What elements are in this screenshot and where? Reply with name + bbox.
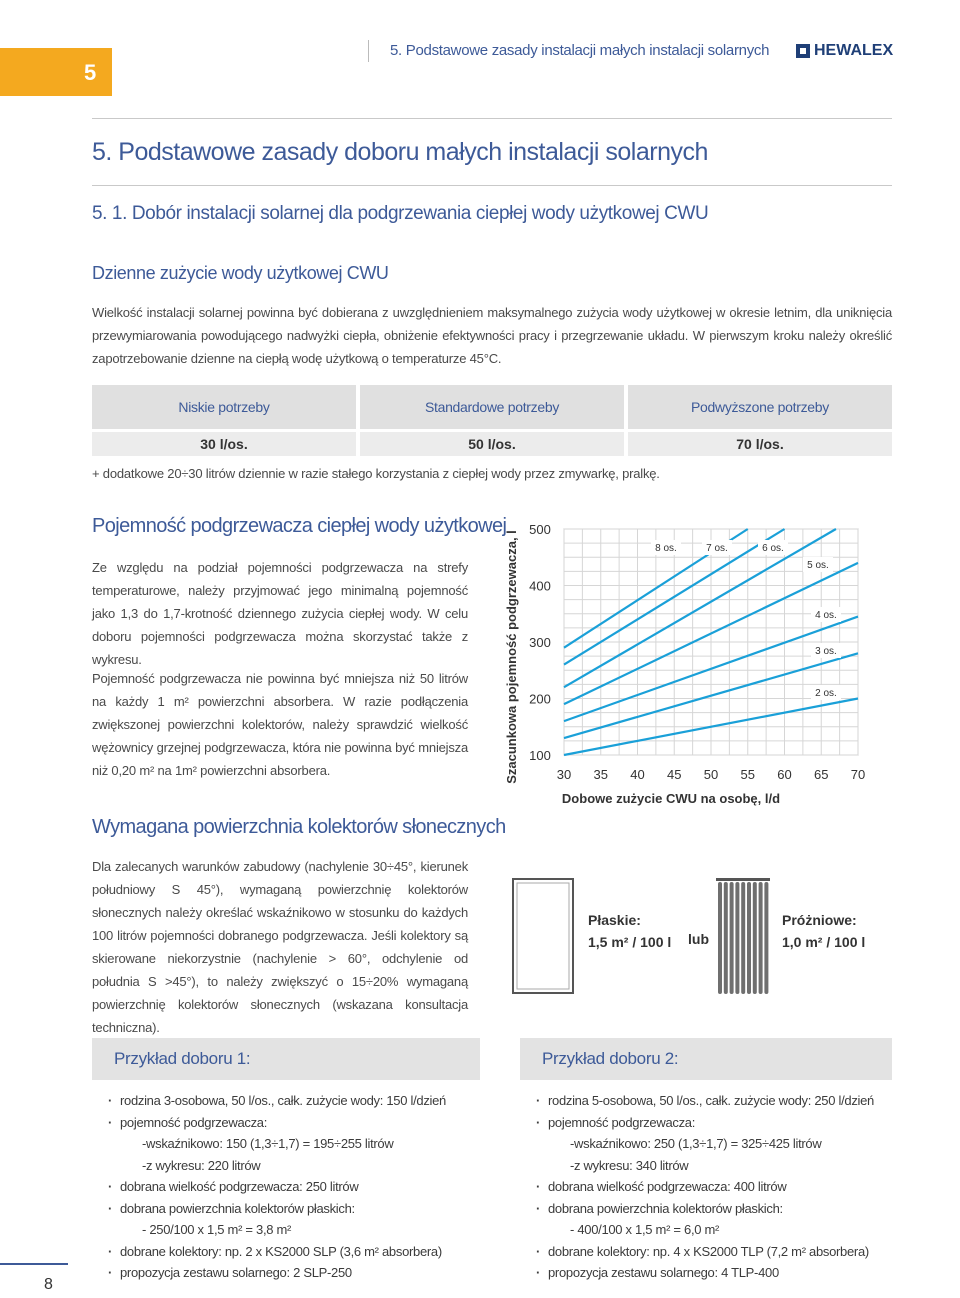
divider bbox=[92, 118, 892, 119]
y-tick-label: 300 bbox=[529, 635, 551, 650]
daily-usage-heading: Dzienne zużycie wody użytkowej CWU bbox=[92, 263, 389, 283]
example-sub-item: - 250/100 x 1,5 m² = 3,8 m² bbox=[142, 1222, 292, 1237]
x-tick-label: 50 bbox=[703, 767, 719, 782]
section-subtitle: 5. 1. Dobór instalacji solarnej dla podgrzewania ciepłej wody użytkowej CWU bbox=[92, 203, 709, 224]
example-sub-item: -z wykresu: 340 litrów bbox=[570, 1157, 689, 1173]
needs-note: + dodatkowe 20÷30 litrów dziennie w razie stałego korzystania z ciepłej wody przez zmywarkę, pralkę. bbox=[92, 466, 660, 481]
example-sub-item: - 400/100 x 1,5 m² = 6,0 m² bbox=[570, 1222, 720, 1237]
y-tick-label: 500 bbox=[529, 522, 551, 537]
example-item: · rodzina 5-osobowa, 50 l/os., całk. zużycie wody: 250 l/dzień bbox=[534, 1090, 892, 1112]
vacuum-collector-icon bbox=[716, 878, 770, 996]
series-label: 5 os. bbox=[807, 560, 829, 571]
example-item: · dobrana wielkość podgrzewacza: 400 litrów bbox=[534, 1176, 892, 1198]
tank-capacity-chart bbox=[496, 515, 876, 815]
collectors-paragraph: Dla zalecanych warunków zabudowy (nachylenie 30÷45°, kierunek południowy S 45°), wymaganą powierzchnię kolektorów słonecznych należy określać wskaźnikowo w stosunku do każdych 100 litrów pojemności dobranego podgrzewacza. Jeśli kolektory są skierowane niekorzystnie (nachylenie > 60°, odchylenie od południa S >45°), to należy zwiększyć o 15÷20% wymaganą powierzchnię kolektorów słonecznych (wskazana konsultacja techniczna). bbox=[92, 859, 468, 1035]
needs-standard bbox=[360, 385, 624, 456]
series-label: 7 os. bbox=[706, 543, 728, 554]
example-sub-item: -wskaźnikowo: 250 (1,3÷1,7) = 325÷425 litrów bbox=[570, 1136, 822, 1151]
y-tick-label: 100 bbox=[529, 748, 551, 763]
vacuum-tube bbox=[747, 882, 751, 994]
needs-value: 50 l/os. bbox=[360, 432, 624, 456]
flat-collector-value: 1,5 m² / 100 l bbox=[588, 934, 672, 950]
page-number: 8 bbox=[44, 1276, 53, 1293]
example-item: · dobrane kolektory: np. 2 x KS2000 SLP (3,6 m² absorbera) bbox=[106, 1241, 480, 1263]
x-tick-label: 45 bbox=[667, 767, 682, 782]
example-item: · dobrana powierzchnia kolektorów płaskich: bbox=[106, 1198, 480, 1220]
needs-value: 70 l/os. bbox=[628, 432, 892, 456]
example-item: · pojemność podgrzewacza: bbox=[534, 1112, 892, 1134]
series-label: 4 os. bbox=[815, 610, 837, 621]
needs-label: Niskie potrzeby bbox=[92, 385, 356, 429]
page-number-line bbox=[0, 1263, 68, 1265]
needs-table bbox=[92, 385, 892, 455]
logo-mark-icon bbox=[796, 44, 810, 58]
example-item: · propozycja zestawu solarnego: 4 TLP-400 bbox=[534, 1262, 892, 1284]
x-tick-label: 30 bbox=[556, 767, 572, 782]
tank-paragraph-1: Ze względu na podział pojemności podgrzewacza na strefy temperaturowe, należy przyjmować jego minimalną pojemność jako 1,3 do 1,7-krotność dziennego zużycia ciepłej wody. W celu doboru pojemności podgrzewacza można skorzystać także z wykresu. bbox=[92, 560, 468, 667]
x-tick-label: 40 bbox=[630, 767, 645, 782]
divider bbox=[92, 185, 892, 186]
x-tick-label: 55 bbox=[740, 767, 755, 782]
example-title: Przykład doboru 1: bbox=[92, 1038, 480, 1080]
vacuum-tube bbox=[759, 882, 763, 994]
example-item: · dobrane kolektory: np. 4 x KS2000 TLP (7,2 m² absorbera) bbox=[534, 1241, 892, 1263]
example-list bbox=[520, 1090, 892, 1284]
section-title: 5. Podstawowe zasady doboru małych instalacji solarnych bbox=[92, 138, 708, 166]
needs-high bbox=[628, 385, 892, 456]
example-2 bbox=[520, 1038, 892, 1284]
or-label: lub bbox=[688, 931, 709, 947]
flat-collector-icon bbox=[512, 878, 574, 994]
vacuum-tube bbox=[741, 882, 745, 994]
example-title: Przykład doboru 2: bbox=[520, 1038, 892, 1080]
y-tick-label: 400 bbox=[529, 578, 551, 594]
vacuum-tube bbox=[730, 882, 734, 994]
example-item: · propozycja zestawu solarnego: 2 SLP-250 bbox=[106, 1262, 480, 1284]
needs-low bbox=[92, 385, 356, 456]
series-label: 8 os. bbox=[655, 543, 677, 554]
example-sub-item: -z wykresu: 220 litrów bbox=[142, 1157, 261, 1173]
vacuum-tube bbox=[724, 882, 728, 994]
example-item: · pojemność podgrzewacza: bbox=[106, 1112, 480, 1134]
example-item: · rodzina 3-osobowa, 50 l/os., całk. zużycie wody: 150 l/dzień bbox=[106, 1090, 480, 1112]
vacuum-tube bbox=[753, 882, 757, 994]
series-label: 3 os. bbox=[815, 646, 837, 657]
needs-label: Standardowe potrzeby bbox=[360, 385, 624, 429]
x-tick-label: 65 bbox=[814, 767, 829, 782]
x-tick-label: 70 bbox=[850, 767, 866, 782]
tank-paragraph-2: Pojemność podgrzewacza nie powinna być mniejsza niż 50 litrów na każdy 1 m² powierzchni absorbera. W razie podłączenia zwiększonej powierzchni kolektorów, należy sprawdzić wielkość wężownicy grzejnej podgrzewacza, która nie powinna być mniejsza niż 0,20 m² na 1m² powierzchni absorbera. bbox=[92, 671, 468, 778]
collectors-heading: Wymagana powierzchnia kolektorów słonecznych bbox=[92, 816, 506, 838]
example-item: · dobrana powierzchnia kolektorów płaskich: bbox=[534, 1198, 892, 1220]
x-tick-label: 60 bbox=[777, 767, 792, 782]
needs-label: Podwyższone potrzeby bbox=[628, 385, 892, 429]
header-title: 5. Podstawowe zasady instalacji małych instalacji solarnych bbox=[390, 42, 770, 59]
tank-heading: Pojemność podgrzewacza ciepłej wody użytkowej bbox=[92, 515, 507, 537]
vacuum-tube bbox=[764, 882, 768, 994]
vacuum-collector-value: 1,0 m² / 100 l bbox=[782, 934, 866, 950]
needs-value: 30 l/os. bbox=[92, 432, 356, 456]
example-1 bbox=[92, 1038, 480, 1284]
example-list bbox=[92, 1090, 480, 1284]
vacuum-tube bbox=[735, 882, 739, 994]
y-tick-label: 200 bbox=[529, 691, 551, 707]
chart-y-axis-label: Szacunkowa pojemność podgrzewacza, l bbox=[504, 530, 519, 784]
flat-collector-info bbox=[588, 909, 671, 953]
chapter-number: 5 bbox=[84, 60, 97, 85]
series-label: 6 os. bbox=[762, 543, 784, 554]
vacuum-tube bbox=[718, 882, 722, 994]
brand-logo bbox=[796, 42, 893, 60]
daily-usage-paragraph: Wielkość instalacji solarnej powinna być dobierana z uwzględnieniem maksymalnego zużycia wody użytkowej w okresie letnim, dla uniknięcia przewymiarowania powodującego nadwyżki ciepła, obniżenie efektywności pracy i przegrzewanie układu. W pierwszym kroku należy określić zapotrzebowanie dzienne na ciepłą wodę użytkową o temperaturze 45°C. bbox=[92, 305, 892, 366]
example-item: · dobrana wielkość podgrzewacza: 250 litrów bbox=[106, 1176, 480, 1198]
chapter-number-box bbox=[0, 48, 112, 96]
flat-collector-label: Płaskie: bbox=[588, 912, 641, 928]
chart-x-axis-label: Dobowe zużycie CWU na osobę, l/d bbox=[561, 791, 781, 806]
brand-name: HEWALEX bbox=[814, 42, 894, 59]
series-label: 2 os. bbox=[815, 688, 837, 699]
example-sub-item: -wskaźnikowo: 150 (1,3÷1,7) = 195÷255 litrów bbox=[142, 1136, 394, 1151]
vacuum-collector-info bbox=[782, 909, 865, 953]
header-separator bbox=[368, 40, 369, 62]
x-tick-label: 35 bbox=[593, 767, 608, 782]
vacuum-collector-label: Próżniowe: bbox=[782, 912, 857, 928]
